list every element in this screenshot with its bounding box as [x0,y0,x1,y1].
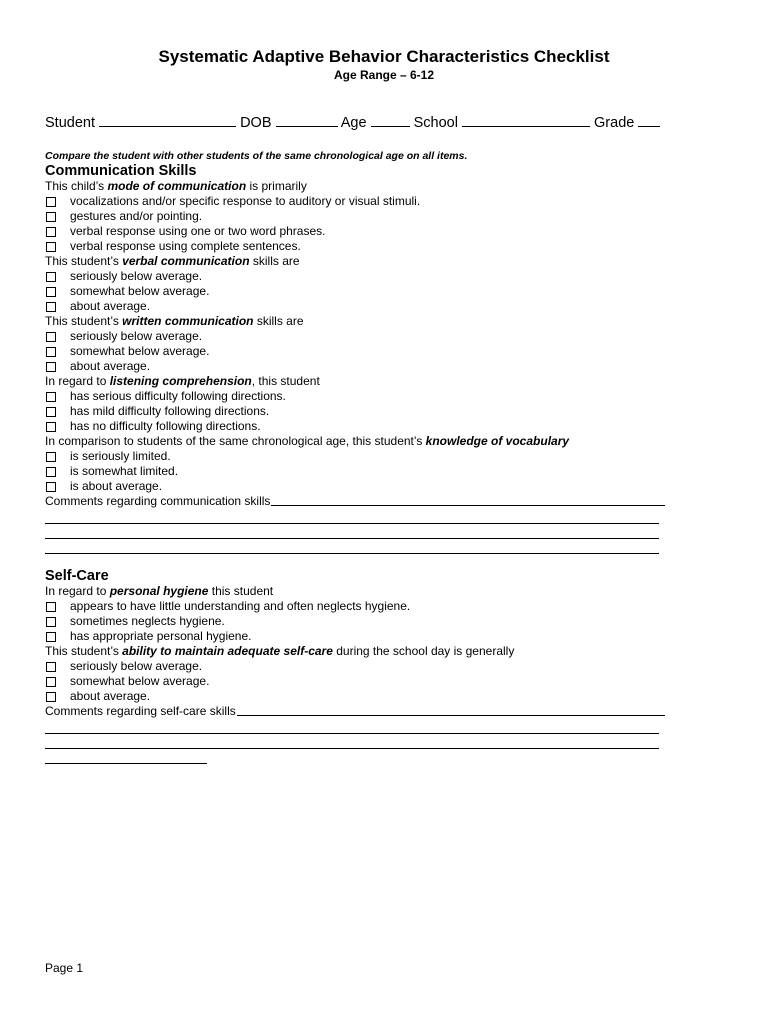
option-item[interactable]: somewhat below average. [45,284,665,299]
selfcare-comments-label: Comments regarding self-care skills [45,704,236,718]
question-knowledge-of-vocabulary: In comparison to students of the same chronological age, this student’s knowledge of vocabulary [45,434,570,448]
option-item[interactable]: has serious difficulty following directions. [45,389,665,404]
option-item[interactable]: has mild difficulty following directions. [45,404,665,419]
communication-comments-label: Comments regarding communication skills [45,494,271,508]
checkbox[interactable] [46,617,56,627]
checkbox[interactable] [46,332,56,342]
checkbox[interactable] [46,212,56,222]
option-item[interactable]: somewhat below average. [45,674,665,689]
document-title: Systematic Adaptive Behavior Characteristics Checklist [158,47,610,66]
checkbox[interactable] [46,422,56,432]
checkbox[interactable] [46,227,56,237]
checkbox[interactable] [46,407,56,417]
checkbox[interactable] [46,467,56,477]
checkbox[interactable] [46,197,56,207]
question-verbal-communication: This student’s verbal communication skills are [45,254,300,268]
checkbox[interactable] [46,347,56,357]
checkbox[interactable] [46,452,56,462]
option-item[interactable]: verbal response using complete sentences. [45,239,665,254]
option-item[interactable]: has appropriate personal hygiene. [45,629,665,644]
checkbox[interactable] [46,362,56,372]
comment-line[interactable] [45,734,659,749]
option-item[interactable]: somewhat below average. [45,344,665,359]
option-item[interactable]: vocalizations and/or specific response to auditory or visual stimuli. [45,194,665,209]
school-label: School [413,115,458,131]
checkbox[interactable] [46,602,56,612]
option-item[interactable]: seriously below average. [45,329,665,344]
option-item[interactable]: about average. [45,299,665,314]
age-range-subtitle: Age Range – 6-12 [333,68,435,82]
age-field[interactable] [371,115,410,127]
grade-field[interactable] [638,115,660,127]
comment-line[interactable] [45,719,659,734]
option-item[interactable]: about average. [45,359,665,374]
checkbox[interactable] [46,302,56,312]
option-item[interactable]: appears to have little understanding and often neglects hygiene. [45,599,665,614]
option-item[interactable]: gestures and/or pointing. [45,209,665,224]
grade-label: Grade [594,115,635,131]
communication-section-title: Communication Skills [45,163,197,179]
checkbox[interactable] [46,677,56,687]
selfcare-section-title: Self-Care [45,568,109,584]
school-field[interactable] [462,115,590,127]
question-listening-comprehension: In regard to listening comprehension, this student [45,374,320,388]
page-number: Page 1 [45,961,84,975]
dob-label: DOB [240,115,272,131]
selfcare-comments[interactable] [45,704,665,719]
comment-line[interactable] [45,524,659,539]
checklist-body [45,150,665,764]
student-field[interactable] [99,115,236,127]
checkbox[interactable] [46,242,56,252]
comment-line[interactable] [45,749,207,764]
comment-line[interactable] [45,539,659,554]
checkbox[interactable] [46,662,56,672]
option-item[interactable]: sometimes neglects hygiene. [45,614,665,629]
option-item[interactable]: is about average. [45,479,665,494]
student-label: Student [45,115,95,131]
comment-line[interactable] [45,509,659,524]
checkbox[interactable] [46,392,56,402]
communication-comments[interactable] [45,494,665,509]
question-written-communication: This student’s written communication skills are [45,314,304,328]
checkbox[interactable] [46,632,56,642]
student-info-line [45,115,660,131]
question-mode-of-communication: This child’s mode of communication is primarily [45,179,307,193]
question-self-care-ability: This student’s ability to maintain adequate self-care during the school day is generally [45,644,515,658]
option-item[interactable]: is seriously limited. [45,449,665,464]
checkbox[interactable] [46,287,56,297]
age-label: Age [340,115,367,131]
option-item[interactable]: has no difficulty following directions. [45,419,665,434]
option-item[interactable]: seriously below average. [45,659,665,674]
dob-field[interactable] [276,115,338,127]
option-item[interactable]: seriously below average. [45,269,665,284]
instruction-text: Compare the student with other students of the same chronological age on all items. [45,150,468,162]
option-item[interactable]: verbal response using one or two word phrases. [45,224,665,239]
option-item[interactable]: about average. [45,689,665,704]
checkbox[interactable] [46,272,56,282]
checkbox[interactable] [46,482,56,492]
option-item[interactable]: is somewhat limited. [45,464,665,479]
question-personal-hygiene: In regard to personal hygiene this student [45,584,274,598]
checkbox[interactable] [46,692,56,702]
